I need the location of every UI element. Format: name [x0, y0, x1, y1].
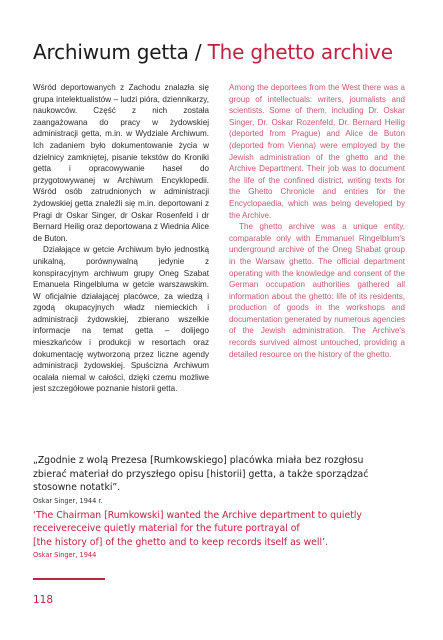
english-paragraph: Among the deportees from the West there was a group of intellectuals: writers, journalists and scientists. Some of them, including Dr. Oskar Singer, Dr. Oskar Rozenfeld, Dr. Bernard Heilig (deported from Prague) and Alice de Buton (deported from Vienna) were employed by the Jewish administration of the ghetto and the Archive Department. Their job was to document the life of the confined district, writing texts for the Ghetto Chronicle and entries for the Encyclopaedia, which was being developed by the Archive. — [229, 83, 405, 220]
english-paragraph: The ghetto archive was a unique entity, comparable only with Emmanuel Ringelblum's underground archive of the Oneg Shabat group in the Warsaw ghetto. The official department operating with the knowledge and consent of the German occupation authorities gathered all information about the ghetto: life of its residents, production of goods in the workshops and documentation generated by numerous agencies of the Jewish administration. The Archive's records survived almost untouched, providing a detailed resource on the history of the ghetto. — [229, 222, 405, 359]
title-english: The ghetto archive — [207, 40, 393, 64]
quote-english-line: receivereceive quietly material for the future portrayal of — [33, 523, 300, 534]
polish-paragraph: Wśród deportowanych z Zachodu znalazła się grupa intelektualistów – ludzi pióra, dziennikarzy, naukowców. Część z nich została zaangażowana do pracy w żydowskiej administracji getta, m.in. w Wydziale Archiwum. Ich zadaniem było dokumentowanie życia w dzielnicy zamkniętej, pisanie tekstów do Kroniki getta i opracowywanie haseł do przygotowywanej w Archiwum Encyklopedii. Wśród osób zatrudnionych w administracji żydowskiej getta znaleźli się m.in. deportowani z Pragi dr Oskar Singer, dr Oskar Rosenfeld i dr Bernard Heilig oraz deportowana z Wiednia Alice de Buton. — [33, 83, 209, 243]
quote-polish-source: Oskar Singer, 1944 r. — [33, 496, 103, 505]
quote-polish-line: „Zgodnie z wolą Prezesa [Rumkowskiego] placówka miała bez rozgłosu — [33, 455, 364, 466]
polish-paragraph: Działające w getcie Archiwum było jednostką unikalną, porównywalną jedynie z konspiracyjnym archiwum grupy Oneg Szabat Emanuela Ringelbluma w getcie warszawskim. W oficjalnie działającej placówce, za wiedzą i zgodą okupacyjnych władz niemieckich i administracji żydowskiej, zbierano wszelkie informacje na temat getta – dolijego mieszkańców i produkcji w resortach oraz dokumentację wytworzoną przez liczne agendy administracji żydowskiej. Spuścizna Archiwum ocalała niemal w całości, dzięki czemu możliwe jest szczegółowe poznanie historii getta. — [33, 245, 209, 394]
english-text-column — [229, 82, 405, 360]
quote-english-line: ‘The Chairman [Rumkowski] wanted the Archive department to quietly — [33, 509, 362, 521]
title-polish: Archiwum getta — [33, 40, 189, 64]
polish-text-column — [33, 82, 209, 395]
quote-block — [33, 454, 418, 563]
footer-divider — [33, 578, 105, 580]
quote-polish-line: stosowne notatki”. — [33, 482, 121, 493]
quote-polish-line: zbierać materiał do przyszłego opisu [historii] getta, a także sporządzać — [33, 468, 369, 480]
page-number: 118 — [33, 594, 54, 606]
quote-english-source: Oskar Singer, 1944 — [33, 551, 97, 559]
page-title — [33, 40, 423, 64]
title-separator: / — [188, 40, 208, 64]
quote-english-line: [the history of] of the ghetto and to keep records itself as well’. — [33, 536, 328, 548]
